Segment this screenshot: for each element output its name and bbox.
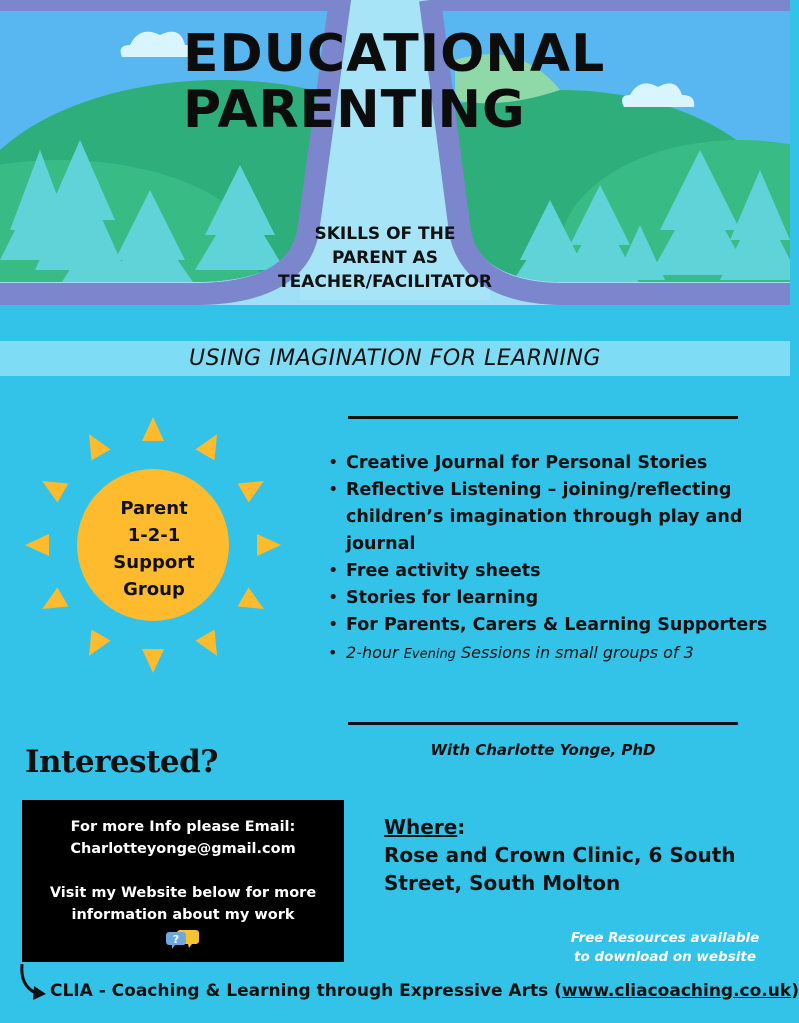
sun-label-line-3: Support: [113, 552, 195, 573]
where-label: Where: [384, 815, 458, 839]
free-resources-line-1: Free Resources available: [570, 930, 760, 946]
sun-label: [93, 495, 215, 603]
info-website-line-2: information about my work: [71, 907, 295, 923]
subtitle-line-1: SKILLS OF THE: [314, 224, 456, 244]
free-resources-line-2: to download on website: [574, 949, 756, 965]
curved-arrow-icon: [14, 962, 50, 1002]
sun-label-line-1: Parent: [120, 498, 188, 519]
list-item: [328, 639, 768, 668]
free-resources-note: [560, 929, 770, 967]
list-item: • Free activity sheets: [328, 558, 768, 585]
presenter-credit: With Charlotte Yonge, PhD: [430, 741, 656, 759]
list-item: • For Parents, Carers & Learning Supporters: [328, 612, 768, 639]
session-detail: Sessions in small groups of 3: [455, 643, 694, 662]
venue-address: Rose and Crown Clinic, 6 South Street, South Molton: [384, 843, 736, 895]
page-title: [183, 26, 605, 138]
subtitle-line-2: PARENT AS: [332, 248, 438, 268]
divider-top: [348, 416, 738, 419]
banner-text: USING IMAGINATION FOR LEARNING: [189, 346, 601, 371]
list-item: • Stories for learning: [328, 585, 768, 612]
title-line-1: EDUCATIONAL: [183, 24, 606, 84]
svg-text:?: ?: [172, 933, 180, 946]
session-time: Evening: [403, 647, 456, 662]
subtitle: [230, 222, 540, 294]
footer: [50, 981, 799, 1001]
info-email-label: For more Info please Email:: [70, 819, 296, 835]
sun-label-line-4: Group: [123, 579, 185, 600]
chat-bubble-icon: [166, 928, 200, 950]
website-link[interactable]: www.cliacoaching.co.uk: [561, 981, 792, 1001]
info-website-line-1: Visit my Website below for more: [49, 885, 317, 901]
list-item: • Creative Journal for Personal Stories: [328, 450, 768, 477]
footer-text: CLIA - Coaching & Learning through Expressive Arts (: [50, 981, 562, 1001]
where-heading: [384, 815, 465, 839]
list-item: • Reflective Listening – joining/reflecting children’s imagination through play and journal: [328, 477, 768, 558]
footer-close: ): [791, 981, 799, 1001]
where-colon: :: [457, 815, 466, 839]
subtitle-line-3: TEACHER/FACILITATOR: [277, 272, 492, 292]
session-duration: 2-hour: [346, 643, 404, 662]
contact-info-box: [22, 800, 344, 962]
banner: [0, 341, 790, 376]
interested-heading: Interested?: [25, 744, 218, 780]
divider-bottom: [348, 722, 738, 725]
title-line-2: PARENTING: [183, 80, 526, 140]
feature-list: [328, 450, 768, 668]
sun-label-line-2: 1-2-1: [127, 525, 181, 546]
email-link[interactable]: Charlotteyonge@gmail.com: [70, 841, 296, 857]
